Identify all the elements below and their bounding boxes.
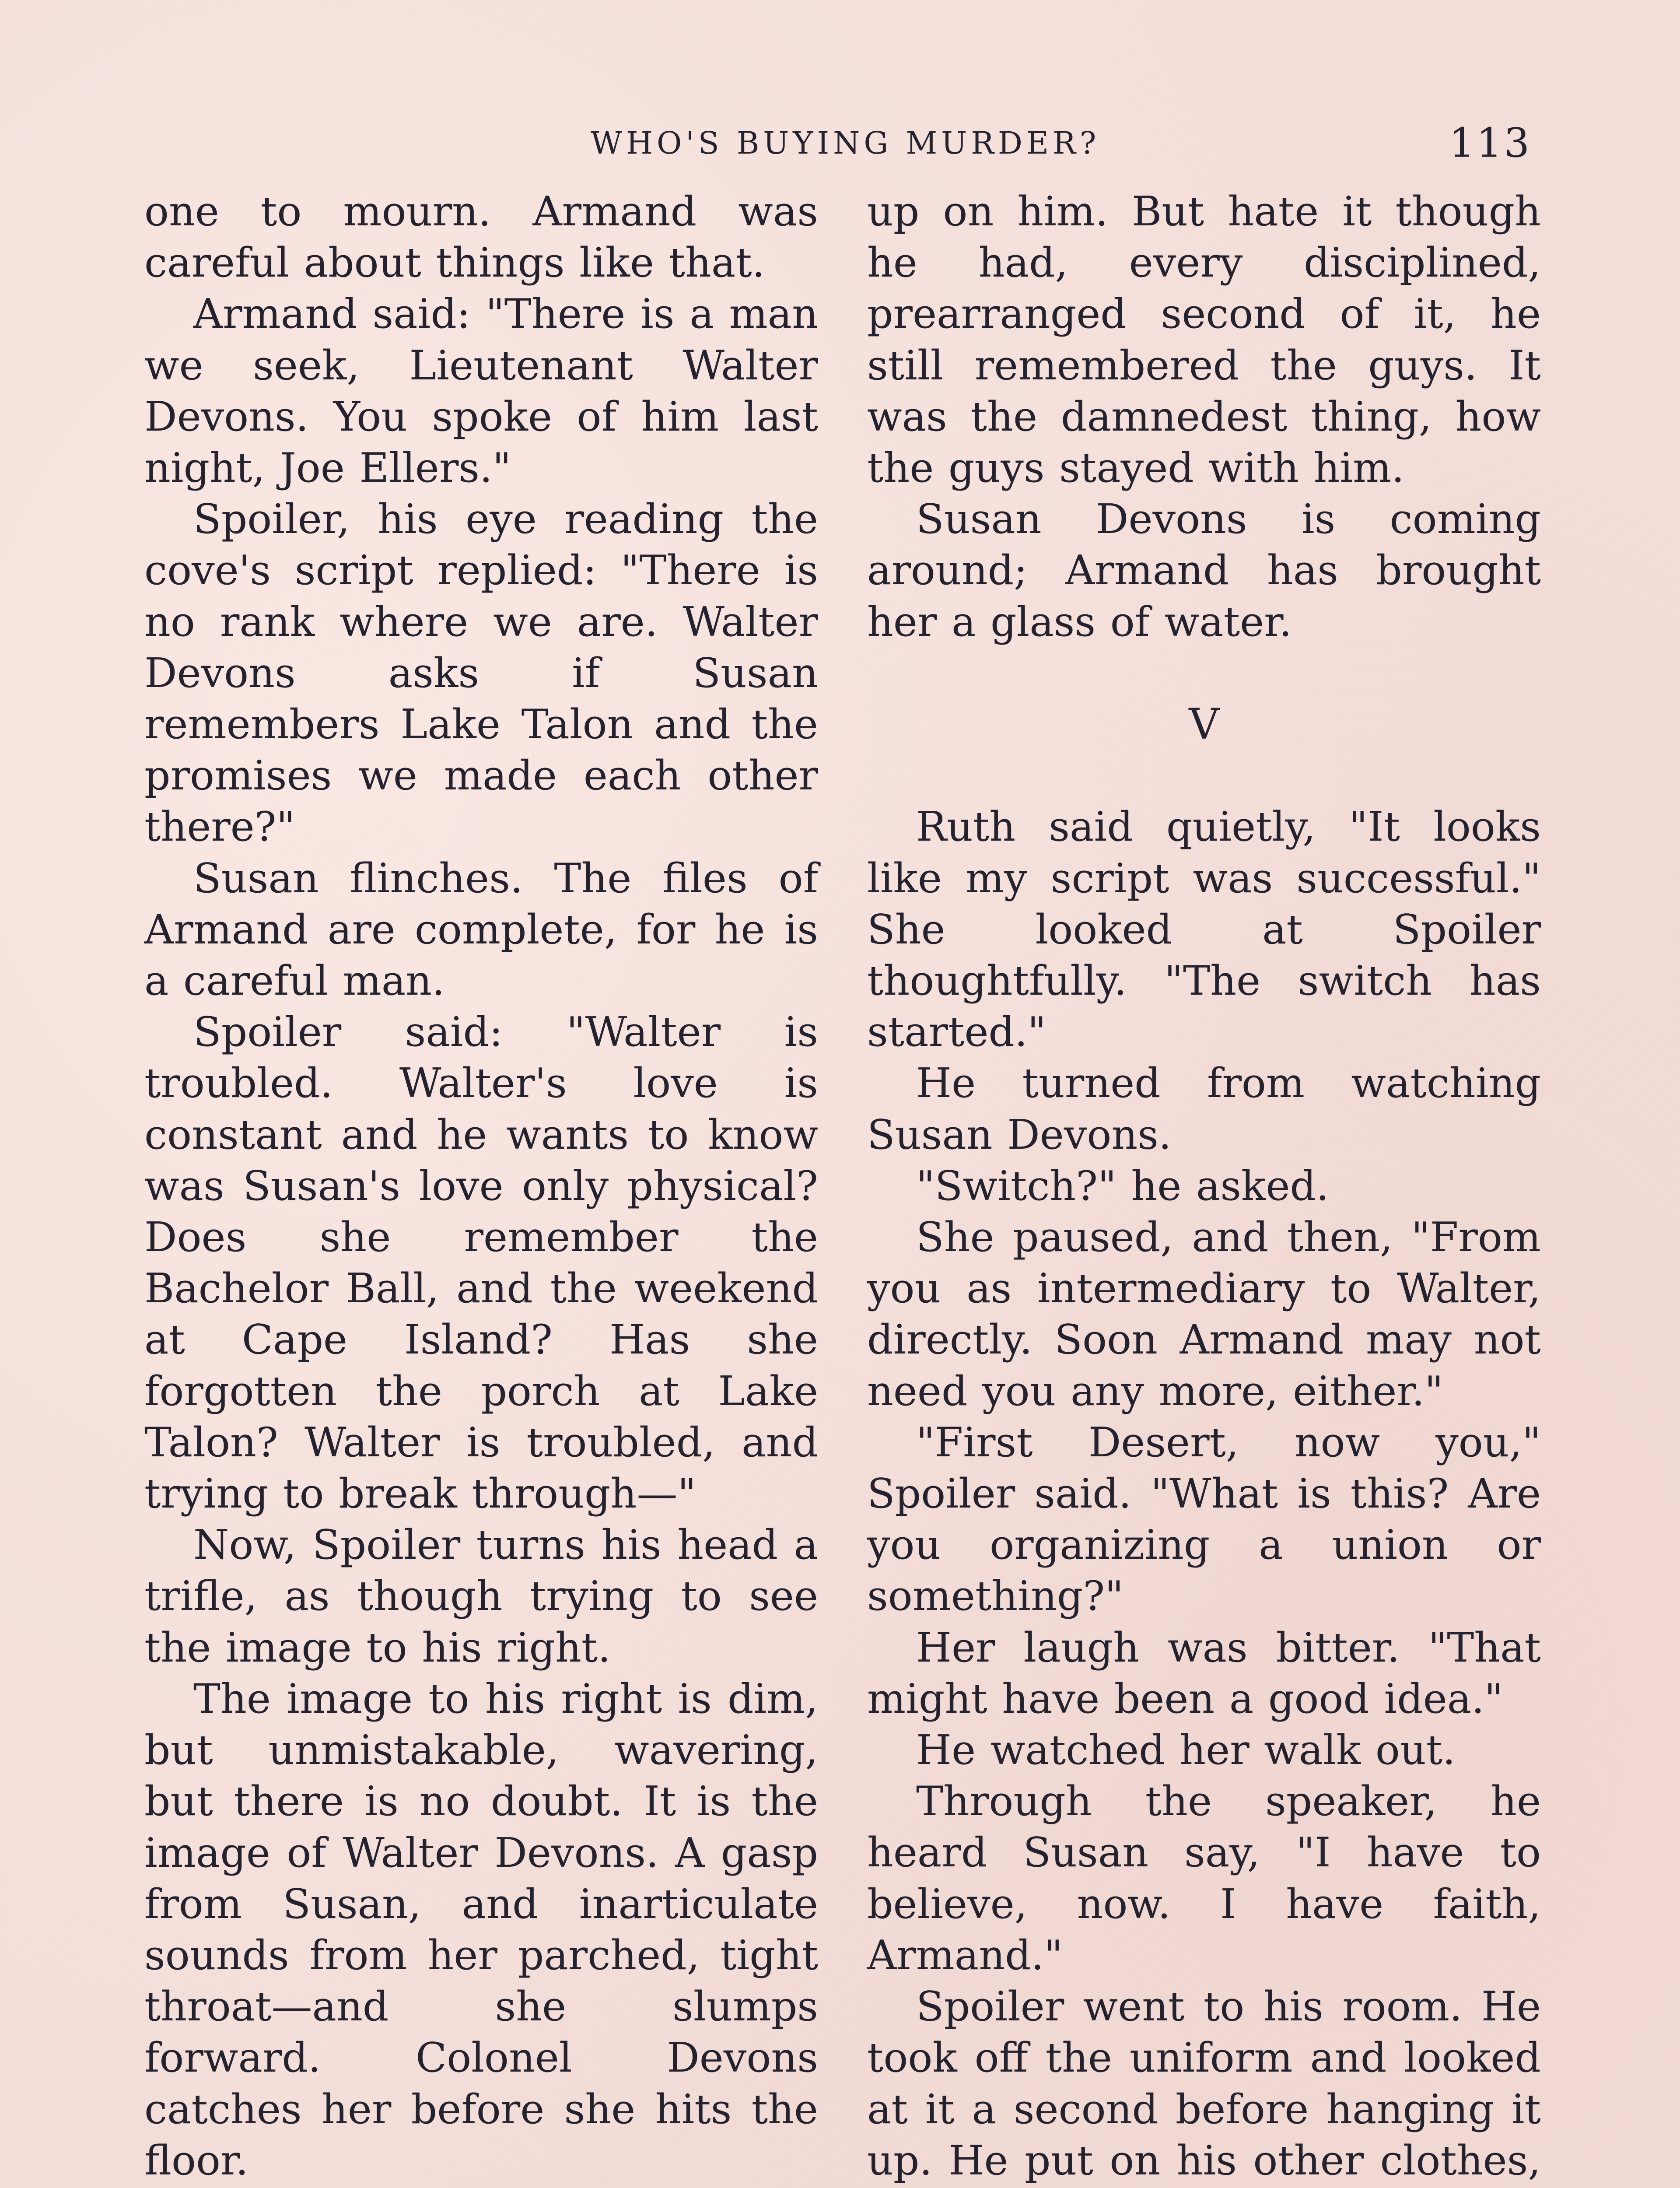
paragraph: one to mourn. Armand was careful about things like that.	[144, 188, 818, 287]
right-column	[867, 186, 1541, 2188]
paragraph: The image to his right is dim, but unmistakable, wavering, but there is no doubt. It is the image of Walter Devons. A gasp from Susan, and inarticulate sounds from her parched, tight throat—and she slumps forward. Colonel Devons catches her before she hits the floor.	[144, 1675, 818, 2184]
paragraph: Susan flinches. The files of Armand are complete, for he is a careful man.	[144, 854, 818, 1005]
paragraph: Now, Spoiler turns his head a trifle, as though trying to see the image to his right.	[144, 1521, 818, 1671]
paragraph: Ruth said quietly, "It looks like my script was successful." She looked at Spoiler thoughtfully. "The switch has started."	[867, 803, 1541, 1056]
paragraph	[144, 2186, 818, 2188]
paragraph: Susan Devons is coming around; Armand has brought her a glass of water.	[867, 495, 1541, 645]
paragraph: Her laugh was bitter. "That might have been a good idea."	[867, 1623, 1541, 1722]
running-head	[144, 119, 1531, 167]
left-column	[144, 186, 818, 2188]
page-number: 113	[1449, 119, 1531, 166]
paragraph: up on him. But hate it though he had, every disciplined, prearranged second of it, he still remembered the guys. It was the damnedest thing, how the guys stayed with him.	[867, 188, 1541, 492]
paragraph: He turned from watching Susan Devons.	[867, 1059, 1541, 1158]
paragraph: Through the speaker, he heard Susan say, "I have to believe, now. I have faith, Armand."	[867, 1778, 1541, 1979]
paragraph: Spoiler, his eye reading the cove's script replied: "There is no rank where we are. Walter Devons asks if Susan remembers Lake Talon and the promises we made each other there?"	[144, 495, 818, 851]
paragraph: Spoiler said: "Walter is troubled. Walter's love is constant and he wants to know was Susan's love only physical? Does she remember the Bachelor Ball, and the weekend at Cape Island? Has she forgotten the porch at Lake Talon? Walter is troubled, and trying to break through—"	[144, 1008, 818, 1518]
paragraph: Spoiler went to his room. He took off the uniform and looked at it a second before hanging it up. He put on his other clothes,	[867, 1983, 1541, 2184]
paragraph: "First Desert, now you," Spoiler said. "What is this? Are you organizing a union or something?"	[867, 1418, 1541, 1620]
paragraph: "Switch?" he asked.	[916, 1162, 1329, 1210]
paragraph: Armand said: "There is a man we seek, Lieutenant Walter Devons. You spoke of him last night, Joe Ellers."	[144, 290, 818, 492]
running-title: WHO'S BUYING MURDER?	[591, 125, 1100, 161]
paragraph: She paused, and then, "From you as intermediary to Walter, directly. Soon Armand may not need you any more, either."	[867, 1213, 1541, 1415]
paragraph: He watched her walk out.	[916, 1726, 1456, 1774]
section-heading: V	[1189, 699, 1219, 749]
